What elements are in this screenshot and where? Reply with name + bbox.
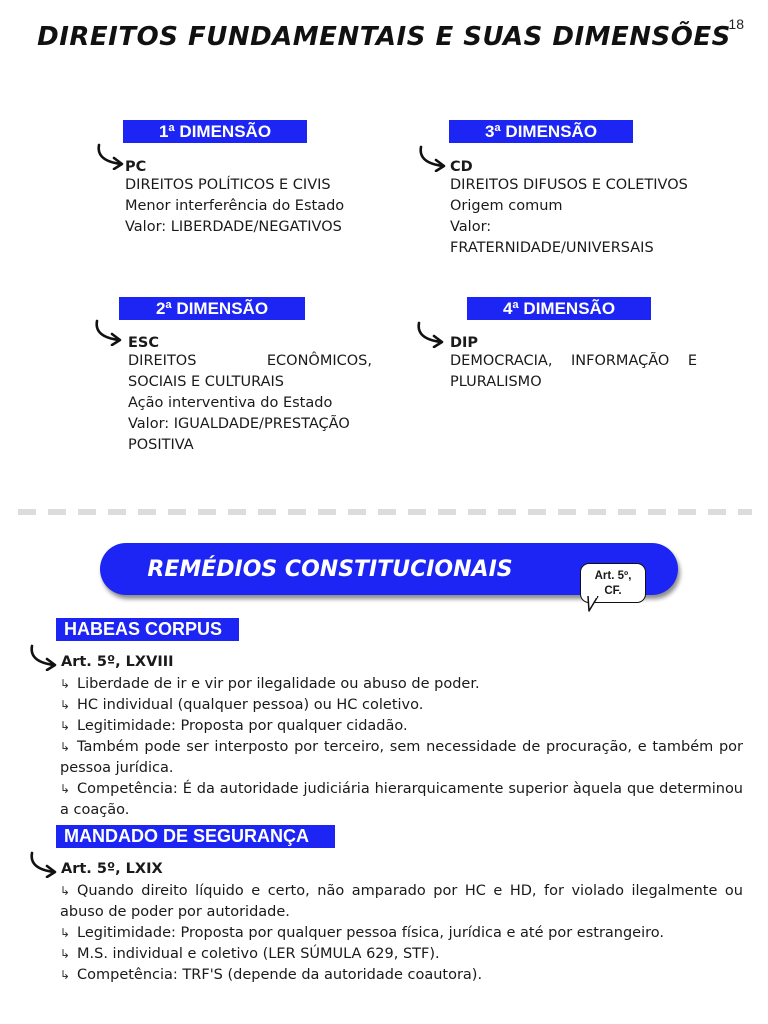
mandado-seguranca-list: [60, 881, 743, 986]
list-item-text: Competência: TRF'S (depende da autoridade coautora).: [77, 967, 483, 983]
list-item: [60, 923, 743, 944]
curved-arrow-icon: [28, 850, 62, 878]
subitem-arrow-icon: ↳: [60, 698, 71, 712]
list-item-text: Legitimidade: Proposta por qualquer cidadão.: [77, 718, 408, 734]
dimension-1-line: Menor interferência do Estado: [125, 198, 345, 214]
dimension-3-content: [450, 159, 730, 259]
dimension-3-line: Valor:: [450, 219, 492, 235]
list-item: [60, 674, 743, 695]
remedios-title: REMÉDIOS CONSTITUCIONAIS: [147, 557, 513, 582]
habeas-corpus-badge: HABEAS CORPUS: [56, 618, 239, 641]
subitem-arrow-icon: ↳: [60, 884, 71, 898]
curved-arrow-icon: [93, 318, 127, 346]
list-item: [60, 965, 743, 986]
speech-bubble-line: CF.: [604, 585, 622, 597]
page-title: DIREITOS FUNDAMENTAIS E SUAS DIMENSÕES: [37, 22, 731, 52]
dimension-2-line: POSITIVA: [128, 437, 194, 453]
speech-bubble-tail-icon: [586, 596, 602, 612]
dimension-1-line: DIREITOS POLÍTICOS E CIVIS: [125, 177, 331, 193]
dimension-2-content: [128, 335, 372, 456]
list-item-text: HC individual (qualquer pessoa) ou HC coletivo.: [77, 697, 424, 713]
subitem-arrow-icon: ↳: [60, 677, 71, 691]
dimension-3-badge: 3ª DIMENSÃO: [449, 120, 633, 143]
dimension-1-code: PC: [125, 159, 147, 175]
list-item-text: Liberdade de ir e vir por ilegalidade ou abuso de poder.: [77, 676, 480, 692]
curved-arrow-icon: [417, 144, 451, 172]
curved-arrow-icon: [95, 142, 129, 170]
subitem-arrow-icon: ↳: [60, 968, 71, 982]
list-item-text: Também pode ser interposto por terceiro, sem necessidade de procuração, e também por pessoa jurídica.: [60, 739, 743, 776]
curved-arrow-icon: [415, 320, 449, 348]
list-item-text: Competência: É da autoridade judiciária hierarquicamente superior àquela que determinou a coação.: [60, 781, 743, 818]
list-item: [60, 779, 743, 821]
list-item-text: Quando direito líquido e certo, não amparado por HC e HD, for violado ilegalmente ou abuso de poder por autoridade.: [60, 883, 743, 920]
dimension-2-line-word: ECONÔMICOS,: [266, 353, 372, 369]
dimension-4-line: PLURALISMO: [450, 374, 542, 390]
subitem-arrow-icon: ↳: [60, 926, 71, 940]
dimension-2-badge: 2ª DIMENSÃO: [119, 297, 305, 320]
dimension-2-line: Valor: IGUALDADE/PRESTAÇÃO: [128, 416, 350, 432]
dimension-1-line: Valor: LIBERDADE/NEGATIVOS: [125, 219, 342, 235]
dimension-4-badge: 4ª DIMENSÃO: [467, 297, 651, 320]
list-item: [60, 944, 743, 965]
dimension-4-code: DIP: [450, 335, 479, 351]
list-item: [60, 881, 743, 923]
speech-bubble-line: Art. 5º,: [594, 570, 632, 582]
page-number: 18: [728, 16, 744, 32]
list-item: [60, 716, 743, 737]
dimension-2-line: SOCIAIS E CULTURAIS: [128, 374, 284, 390]
subitem-arrow-icon: ↳: [60, 782, 71, 796]
dimension-4-content: [450, 335, 697, 393]
dimension-3-code: CD: [450, 159, 473, 175]
dimension-1-badge: 1ª DIMENSÃO: [123, 120, 307, 143]
dimension-3-line: Origem comum: [450, 198, 563, 214]
mandado-seguranca-badge: MANDADO DE SEGURANÇA: [56, 825, 335, 848]
subitem-arrow-icon: ↳: [60, 740, 71, 754]
habeas-corpus-list: [60, 674, 743, 821]
list-item: [60, 695, 743, 716]
curved-arrow-icon: [28, 643, 62, 671]
section-divider: [18, 509, 752, 515]
habeas-corpus-article: Art. 5º, LXVIII: [61, 654, 174, 670]
dimension-2-line: Ação interventiva do Estado: [128, 395, 333, 411]
dimension-2-code: ESC: [128, 335, 159, 351]
dimension-4-line: DEMOCRACIA, INFORMAÇÃO E: [450, 353, 697, 369]
dimension-2-line-word: DIREITOS: [128, 353, 197, 369]
subitem-arrow-icon: ↳: [60, 719, 71, 733]
list-item-text: Legitimidade: Proposta por qualquer pessoa física, jurídica e até por estrangeiro.: [77, 925, 665, 941]
dimension-1-content: [125, 159, 385, 238]
mandado-seguranca-article: Art. 5º, LXIX: [61, 861, 163, 877]
dimension-3-line: DIREITOS DIFUSOS E COLETIVOS: [450, 177, 688, 193]
subitem-arrow-icon: ↳: [60, 947, 71, 961]
dimension-2-line: [128, 351, 372, 372]
dimension-3-line: FRATERNIDADE/UNIVERSAIS: [450, 240, 654, 256]
list-item-text: M.S. individual e coletivo (LER SÚMULA 629, STF).: [77, 946, 440, 962]
list-item: [60, 737, 743, 779]
